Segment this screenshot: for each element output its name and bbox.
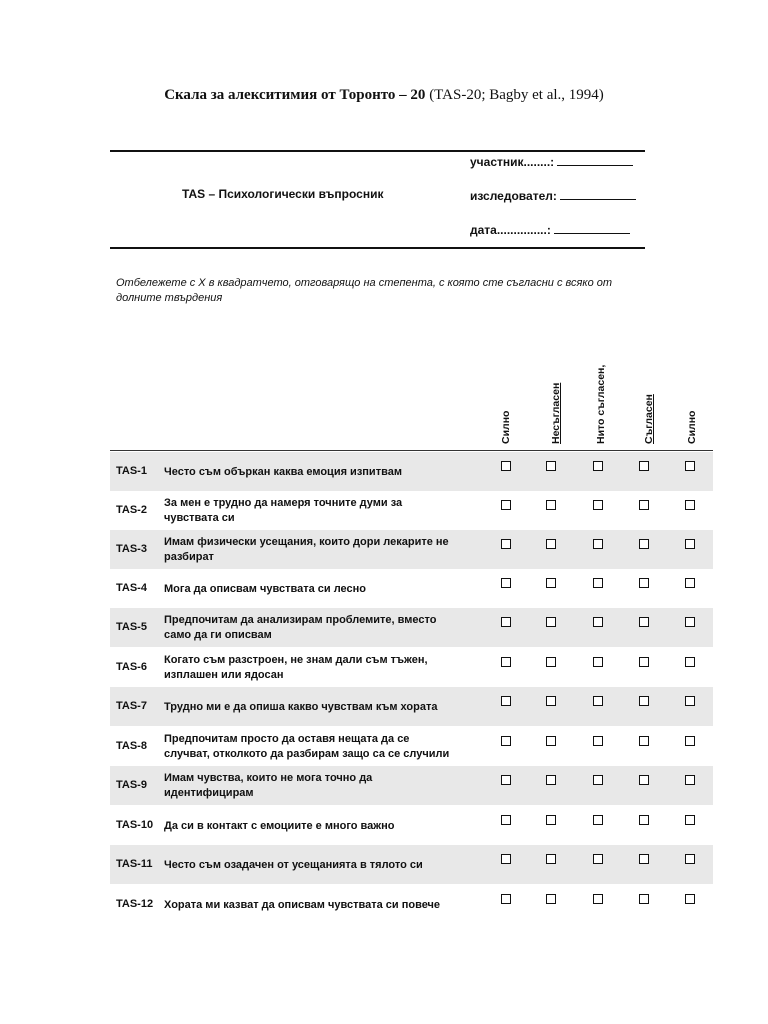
checkbox-strongly-disagree[interactable] (501, 500, 511, 510)
item-text: За мен е трудно да намеря точните думи за чувствата си (164, 497, 403, 524)
checkbox-agree[interactable] (639, 696, 649, 706)
checkbox-strongly-agree[interactable] (685, 539, 695, 549)
checkbox-agree[interactable] (639, 657, 649, 667)
item-text: Трудно ми е да опиша какво чувствам към хората (164, 701, 438, 713)
checkbox-strongly-agree[interactable] (685, 461, 695, 471)
item-code: TAS-8 (116, 740, 147, 752)
table-row (110, 648, 713, 687)
checkbox-neutral[interactable] (593, 775, 603, 785)
checkbox-strongly-disagree[interactable] (501, 696, 511, 706)
checkbox-neutral[interactable] (593, 854, 603, 864)
table-row (110, 530, 713, 569)
researcher-label: изследовател: (470, 189, 557, 203)
checkbox-strongly-agree[interactable] (685, 657, 695, 667)
checkbox-strongly-disagree[interactable] (501, 894, 511, 904)
item-code: TAS-4 (116, 582, 147, 594)
checkbox-strongly-disagree[interactable] (501, 461, 511, 471)
checkbox-neutral[interactable] (593, 657, 603, 667)
item-text: Имам физически усещания, които дори лекарите не разбират (164, 536, 449, 563)
table-row (110, 452, 713, 491)
checkbox-strongly-agree[interactable] (685, 775, 695, 785)
checkbox-strongly-agree[interactable] (685, 854, 695, 864)
checkbox-neutral[interactable] (593, 815, 603, 825)
checkbox-neutral[interactable] (593, 894, 603, 904)
checkbox-disagree[interactable] (546, 578, 556, 588)
checkbox-strongly-agree[interactable] (685, 736, 695, 746)
checkbox-disagree[interactable] (546, 894, 556, 904)
checkbox-agree[interactable] (639, 617, 649, 627)
checkbox-neutral[interactable] (593, 461, 603, 471)
item-text: Хората ми казват да описвам чувствата си повече (164, 899, 441, 911)
date-label: дата...............: (470, 223, 551, 237)
date-blank[interactable] (554, 222, 630, 234)
item-text: Предпочитам да анализирам проблемите, вместо само да ги описвам (164, 614, 437, 641)
checkbox-neutral[interactable] (593, 736, 603, 746)
checkbox-strongly-disagree[interactable] (501, 539, 511, 549)
top-rule (110, 150, 645, 152)
table-row (110, 727, 713, 766)
checkbox-disagree[interactable] (546, 854, 556, 864)
column-head-agree: Съгласен (643, 394, 655, 444)
item-text: Имам чувства, които не мога точно да идентифицирам (164, 772, 373, 799)
item-code: TAS-12 (116, 898, 154, 910)
form-name: TAS – Психологически въпросник (182, 187, 384, 201)
checkbox-disagree[interactable] (546, 617, 556, 627)
checkbox-agree[interactable] (639, 815, 649, 825)
item-code: TAS-1 (116, 465, 147, 477)
table-row (110, 885, 713, 924)
checkbox-strongly-disagree[interactable] (501, 815, 511, 825)
checkbox-disagree[interactable] (546, 815, 556, 825)
item-code: TAS-9 (116, 779, 147, 791)
checkbox-neutral[interactable] (593, 500, 603, 510)
title-citation: (TAS-20; Bagby et al., 1994) (429, 87, 604, 103)
table-row (110, 608, 713, 647)
participant-label: участник........: (470, 155, 555, 169)
checkbox-disagree[interactable] (546, 736, 556, 746)
checkbox-strongly-agree[interactable] (685, 578, 695, 588)
checkbox-agree[interactable] (639, 461, 649, 471)
checkbox-strongly-agree[interactable] (685, 617, 695, 627)
bottom-rule (110, 247, 645, 249)
item-code: TAS-11 (116, 858, 153, 870)
item-code: TAS-2 (116, 504, 147, 516)
checkbox-strongly-disagree[interactable] (501, 854, 511, 864)
checkbox-agree[interactable] (639, 578, 649, 588)
item-code: TAS-7 (116, 700, 147, 712)
title-bold: Скала за алекситимия от Торонто – 20 (164, 87, 426, 103)
checkbox-neutral[interactable] (593, 578, 603, 588)
checkbox-strongly-disagree[interactable] (501, 617, 511, 627)
date-field[interactable] (470, 222, 630, 237)
table-row (110, 845, 713, 884)
checkbox-agree[interactable] (639, 854, 649, 864)
checkbox-agree[interactable] (639, 500, 649, 510)
checkbox-strongly-agree[interactable] (685, 696, 695, 706)
checkbox-disagree[interactable] (546, 539, 556, 549)
checkbox-disagree[interactable] (546, 500, 556, 510)
checkbox-strongly-disagree[interactable] (501, 578, 511, 588)
checkbox-agree[interactable] (639, 736, 649, 746)
item-code: TAS-5 (116, 621, 147, 633)
checkbox-neutral[interactable] (593, 617, 603, 627)
checkbox-agree[interactable] (639, 894, 649, 904)
item-code: TAS-6 (116, 661, 147, 673)
checkbox-strongly-disagree[interactable] (501, 775, 511, 785)
instructions: Отбележете с Х в квадратчето, отговарящо на степента, с която сте съгласни с всяко от долните твърдения (116, 277, 613, 304)
checkbox-disagree[interactable] (546, 696, 556, 706)
column-head-strongly-agree: Силно (686, 410, 698, 444)
checkbox-strongly-agree[interactable] (685, 894, 695, 904)
document-title (0, 87, 768, 104)
checkbox-disagree[interactable] (546, 461, 556, 471)
column-head-disagree: Несъгласен (550, 382, 562, 444)
checkbox-disagree[interactable] (546, 657, 556, 667)
column-head-strongly-disagree: Силно (500, 410, 512, 444)
checkbox-neutral[interactable] (593, 539, 603, 549)
researcher-field[interactable] (470, 188, 636, 203)
item-text: Често съм объркан каква емоция изпитвам (164, 466, 402, 478)
item-text: Мога да описвам чувствата си лесно (164, 583, 366, 595)
column-head-neutral: Нито съгласен, (595, 364, 607, 444)
checkbox-strongly-disagree[interactable] (501, 736, 511, 746)
checkbox-neutral[interactable] (593, 696, 603, 706)
participant-field[interactable] (470, 154, 633, 169)
item-code: TAS-10 (116, 819, 154, 831)
checkbox-strongly-agree[interactable] (685, 500, 695, 510)
table-row (110, 491, 713, 530)
checkbox-agree[interactable] (639, 775, 649, 785)
item-text: Когато съм разстроен, не знам дали съм тъжен, изплашен или ядосан (164, 654, 428, 681)
researcher-blank[interactable] (560, 188, 636, 200)
item-text: Предпочитам просто да оставя нещата да се случват, отколкото да разбирам защо са се случили (164, 733, 450, 760)
table-header-rule (110, 450, 713, 451)
participant-blank[interactable] (557, 154, 633, 166)
table-row (110, 766, 713, 805)
checkbox-agree[interactable] (639, 539, 649, 549)
checkbox-disagree[interactable] (546, 775, 556, 785)
item-text: Често съм озадачен от усещанията в тялото си (164, 859, 423, 871)
table-row (110, 569, 713, 608)
table-row (110, 687, 713, 726)
checkbox-strongly-agree[interactable] (685, 815, 695, 825)
item-code: TAS-3 (116, 543, 147, 555)
checkbox-strongly-disagree[interactable] (501, 657, 511, 667)
item-text: Да си в контакт с емоциите е много важно (164, 820, 395, 832)
table-row (110, 806, 713, 845)
